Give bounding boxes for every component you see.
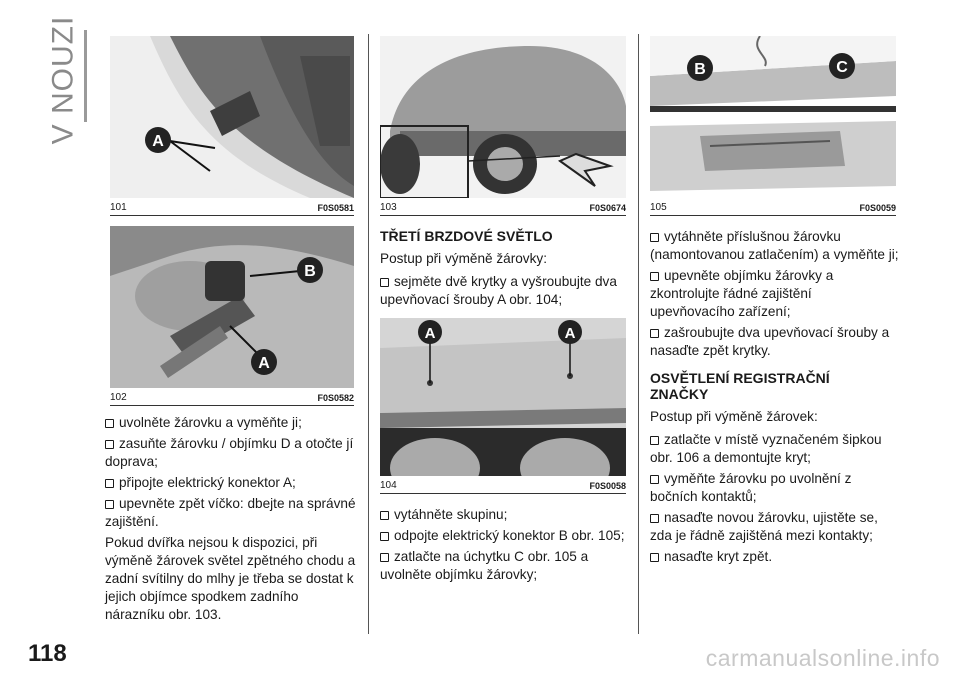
figure-caption xyxy=(110,197,354,216)
list-item: nasaďte novou žárovku, ujistěte se, zda je řádně zajištěná mezi kontakty; xyxy=(650,510,878,543)
figure-code: F0S0058 xyxy=(589,481,626,491)
figure-caption xyxy=(380,475,626,494)
checkbox-icon xyxy=(650,272,659,281)
figure-103-image xyxy=(380,36,626,198)
figure-caption xyxy=(380,197,626,216)
figure-code: F0S0059 xyxy=(859,203,896,213)
figure-number: 102 xyxy=(110,392,127,403)
checkbox-icon xyxy=(105,500,114,509)
list-item: vyměňte žárovku po uvolnění z bočních kontaktů; xyxy=(650,471,852,504)
list-item: uvolněte žárovku a vyměňte ji; xyxy=(105,414,360,432)
text-column-2-bottom xyxy=(380,506,632,587)
checkbox-icon xyxy=(380,278,389,287)
callout-b: B xyxy=(304,263,316,280)
list-item: upevněte objímku žárovky a zkontrolujte řádné zajištění upevňovacího zařízení; xyxy=(650,268,834,319)
list-item: připojte elektrický konektor A; xyxy=(105,474,360,492)
figure-number: 104 xyxy=(380,480,397,491)
figure-number: 105 xyxy=(650,202,667,213)
figure-number: 103 xyxy=(380,202,397,213)
list-item: sejměte dvě krytky a vyšroubujte dva upevňovací šrouby A obr. 104; xyxy=(380,274,617,307)
figure-caption xyxy=(110,387,354,406)
figure-104 xyxy=(380,318,626,494)
figure-105 xyxy=(650,36,896,216)
text-column-3 xyxy=(650,228,900,569)
callout-b: B xyxy=(694,61,706,78)
page-number: 118 xyxy=(28,640,67,667)
figure-102 xyxy=(110,226,354,406)
callout-c: C xyxy=(836,59,848,76)
checkbox-icon xyxy=(650,329,659,338)
checkbox-icon xyxy=(650,514,659,523)
list-item: zatlačte v místě vyznačeném šipkou obr. 106 a demontujte kryt; xyxy=(650,432,882,465)
checkbox-icon xyxy=(650,553,659,562)
paragraph: Pokud dvířka nejsou k dispozici, při výměně žárovek světel zpětného chodu a zadní svítilny do mlhy je třeba se dostat k jejich objímce spodkem zadního nárazníku obr. 103. xyxy=(105,535,356,622)
figure-code: F0S0582 xyxy=(317,393,354,403)
figure-code: F0S0581 xyxy=(317,203,354,213)
list-item: zašroubujte dva upevňovací šrouby a nasaďte zpět krytky. xyxy=(650,325,890,358)
checkbox-icon xyxy=(650,436,659,445)
list-item: vytáhněte příslušnou žárovku (namontovanou zatlačením) a vyměňte ji; xyxy=(650,229,899,262)
list-item: nasaďte kryt zpět. xyxy=(650,548,900,566)
watermark: carmanualsonline.info xyxy=(705,645,940,671)
checkbox-icon xyxy=(380,511,389,520)
section-title: V NOUZI xyxy=(46,15,80,145)
section-heading: OSVĚTLENÍ REGISTRAČNÍ ZNAČKY xyxy=(650,370,830,402)
callout-a: A xyxy=(152,133,164,150)
checkbox-icon xyxy=(105,419,114,428)
intro-text: Postup při výměně žárovek: xyxy=(650,409,818,424)
figure-101-image xyxy=(110,36,354,198)
text-column-2-top xyxy=(380,228,632,312)
text-column-1 xyxy=(105,414,360,627)
checkbox-icon xyxy=(380,532,389,541)
checkbox-icon xyxy=(105,440,114,449)
checkbox-icon xyxy=(650,475,659,484)
list-item: vytáhněte skupinu; xyxy=(380,506,632,524)
callout-a: A xyxy=(564,325,576,342)
callout-a: A xyxy=(258,355,270,372)
callout-a: A xyxy=(424,325,436,342)
checkbox-icon xyxy=(105,479,114,488)
figure-number: 101 xyxy=(110,202,127,213)
column-separator xyxy=(368,34,369,634)
list-item: upevněte zpět víčko: dbejte na správné zajištění. xyxy=(105,496,356,529)
column-separator xyxy=(638,34,639,634)
list-item: zasuňte žárovku / objímku D a otočte jí doprava; xyxy=(105,436,354,469)
list-item: zatlačte na úchytku C obr. 105 a uvolněte objímku žárovky; xyxy=(380,549,589,582)
figure-102-image xyxy=(110,226,354,388)
list-item: odpojte elektrický konektor B obr. 105; xyxy=(380,527,632,545)
figure-code: F0S0674 xyxy=(589,203,626,213)
checkbox-icon xyxy=(380,553,389,562)
figure-caption xyxy=(650,197,896,216)
figure-104-image xyxy=(380,318,626,476)
intro-text: Postup při výměně žárovky: xyxy=(380,251,547,266)
figure-103 xyxy=(380,36,626,216)
section-rule xyxy=(84,30,87,122)
checkbox-icon xyxy=(650,233,659,242)
section-heading: TŘETÍ BRZDOVÉ SVĚTLO xyxy=(380,228,553,244)
figure-105-image xyxy=(650,36,896,198)
figure-101 xyxy=(110,36,354,216)
